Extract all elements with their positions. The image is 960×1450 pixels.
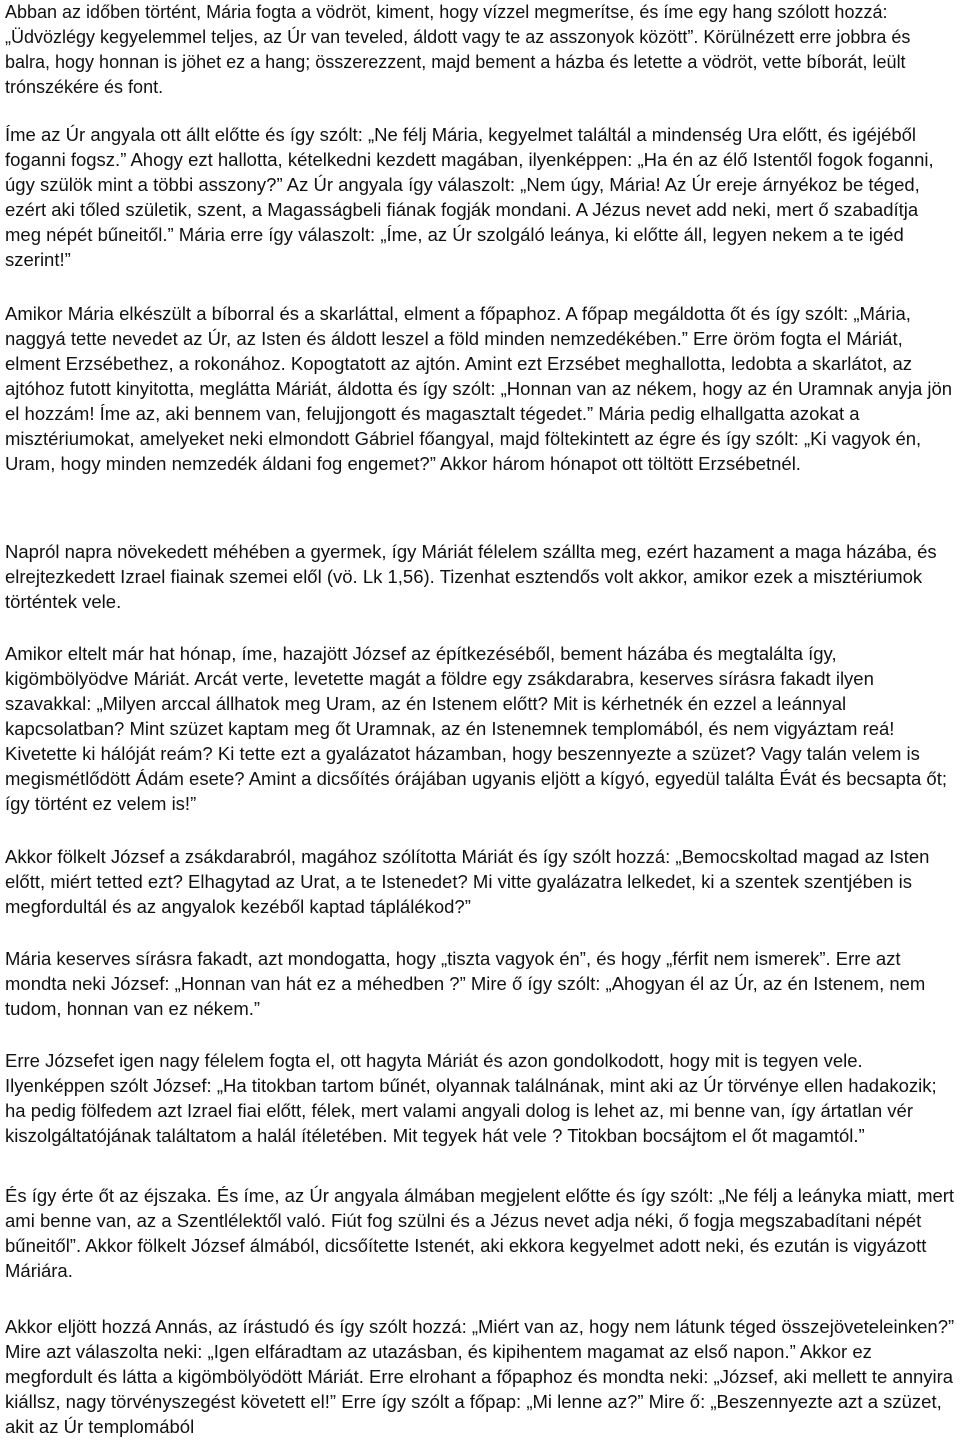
paragraph-annunciation-well: Abban az időben történt, Mária fogta a vödröt, kiment, hogy vízzel megmerítse, és íme egy hang szólott hozzá: „Üdvözlégy kegyelemmel teljes, az Úr van teveled, áldott vagy te az asszonyok között”. Körülnézett erre jobbra és balra, hogy honnan is jöhet ez a hang; összerezzent, majd bement a házba és letette a vödröt, vette bíborát, leült trónszékére és font. [5,2,911,97]
paragraph-joseph-returns: Amikor eltelt már hat hónap, íme, hazajött József az építkezéséből, bement házába és megtalálta így, kigömbölyödve Máriát. Arcát verte, levetette magát a földre egy zsákdarabra, keserves sírásra fakadt ilyen szavakkal: „Milyen arccal állhatok meg Uram, az én Istenem előtt? Mit is kérhetnék én ezzel a leánnyal kapcsolatban? Mint szüzet kaptam meg őt Uramnak, az én Istenemnek templomából, és nem vigyáztam reá! Kivetette ki hálóját reám? Ki tette ezt a gyalázatot házamban, hogy beszennyezte a szüzet? Vagy talán velem is megismétlődött Ádám esete? Amint a dicsőítés órájában ugyanis eljött a kígyó, egyedül találta Évát és becsapta őt; így történt ez velem is!” [5,643,947,814]
paragraph-annas-scribe: Akkor eljött hozzá Annás, az írástudó és így szólt hozzá: „Miért van az, hogy nem látunk téged összejöveteleinken?” Mire azt válaszolta neki: „Igen elfáradtam az utazásban, és kipihentem magamat az első napon.” Akkor ez megfordult és látta a kigömbölyödött Máriát. Erre elrohant a főpaphoz és mondta neki: „József, aki mellett te annyira kiállsz, nagy törvényszegést követett el!” Erre így szólt a főpap: „Mi lenne az?” Mire ő: „Beszennyezte azt a szüzet, akit az Úr templomából [5,1316,955,1437]
paragraph-child-grows: Napról napra növekedett méhében a gyermek, így Máriát félelem szállta meg, ezért hazament a maga házába, és elrejtezkedett Izrael fiainak szemei elől (vö. Lk 1,56). Tizenhat esztendős volt akkor, amikor ezek a misztériumok történtek vele. [5,541,937,612]
paragraph-joseph-questions: Akkor fölkelt József a zsákdarabról, magához szólította Máriát és így szólt hozzá: „Bemocskoltad magad az Isten előtt, miért tetted ezt? Elhagytad az Urat, a te Istenedet? Mi vitte gyalázatra lelkedet, ki a szentek szentjében is megfordultál és az angyalok kezéből kaptad táplálékod?” [5,846,930,917]
paragraph-angel-message: Íme az Úr angyala ott állt előtte és így szólt: „Ne félj Mária, kegyelmet találtál a mindenség Ura előtt, és igéjéből foganni fogsz.” Ahogy ezt hallotta, kételkedni kezdett magában, ilyenképpen: „Ha én az élő Istentől fogok foganni, úgy szülök mint a többi asszony?” Az Úr angyala így válaszolt: „Nem úgy, Mária! Az Úr ereje árnyékoz be téged, ezért aki tőled születik, szent, a Magasságbeli fiának fogják mondani. A Jézus nevet add neki, mert ő szabadítja meg népét bűneitől.” Mária erre így válaszolt: „Íme, az Úr szolgáló leánya, ki előtte áll, legyen nekem a te igéd szerint!” [5,124,934,270]
paragraph-visit-elizabeth: Amikor Mária elkészült a bíborral és a skarláttal, elment a főpaphoz. A főpap megáldotta őt és így szólt: „Mária, naggyá tette nevedet az Úr, az Isten és áldott leszel a föld minden nemzedékében.” Erre öröm fogta el Máriát, elment Erzsébethez, a rokonához. Kopogtatott az ajtón. Amint ezt Erzsébet meghallotta, ledobta a skarlátot, az ajtóhoz futott kinyitotta, meglátta Máriát, áldotta és így szólt: „Honnan van az nékem, hogy az én Uramnak anyja jön el hozzám! Íme az, aki bennem van, felujjongott és magasztalt tégedet.” Mária pedig elhallgatta azokat a misztériumokat, amelyeket neki elmondott Gábriel főangyal, majd föltekintett az égre és így szólt: „Ki vagyok én, Uram, hogy minden nemzedék áldani fog engemet?” Akkor három hónapot ott töltött Erzsébetnél. [5,303,953,474]
paragraph-dream-angel: És így érte őt az éjszaka. És íme, az Úr angyala álmában megjelent előtte és így szólt: „Ne félj a leányka miatt, mert ami benne van, az a Szentlélektől való. Fiút fog szülni és a Jézus nevet adja néki, ő fogja megszabadítani népét bűneitől”. Akkor fölkelt József álmából, dicsőítette Istenét, aki ekkora kegyelmet adott neki, és ezután is vigyázott Máriára. [5,1185,955,1281]
paragraph-joseph-fear: Erre Józsefet igen nagy félelem fogta el, ott hagyta Máriát és azon gondolkodott, hogy mit is tegyen vele. Ilyenképpen szólt József: „Ha titokban tartom bűnét, olyannak találnának, mint aki az Úr törvénye ellen hadakozik; ha pedig fölfedem azt Izrael fiai előtt, félek, mert valami angyali dolog is lehet az, mi benne van, így ártatlan vér kiszolgáltatójának találtatom a halál ítéletében. Mit tegyek hát vele ? Titokban bocsájtom el őt magamtól.” [5,1050,937,1146]
paragraph-mary-weeps: Mária keserves sírásra fakadt, azt mondogatta, hogy „tiszta vagyok én”, és hogy „férfit nem ismerek”. Erre azt mondta neki József: „Honnan van hát ez a méhedben ?” Mire ő így szólt: „Ahogyan él az Úr, az én Istenem, nem tudom, honnan van ez nékem.” [5,948,926,1019]
